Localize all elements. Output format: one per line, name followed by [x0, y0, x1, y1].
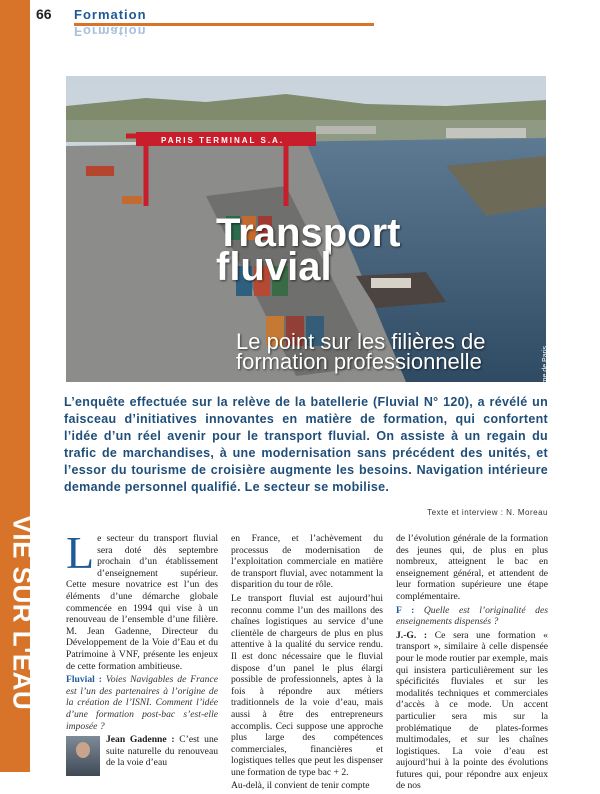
hero-title: [216, 211, 401, 289]
article-column-2: [231, 533, 383, 794]
hero-subtitle-line1: Le point sur les filières de: [236, 329, 486, 354]
hero-subtitle-line2: formation professionnelle: [236, 349, 482, 374]
crane-sign: PARIS TERMINAL S.A.: [161, 136, 285, 145]
col2-paragraph-1: en France, et l’achèvement du processus de modernisation de l’exploitation commerciale en matière de transport fluvial, avec notamment la disparition du tour de rôle.: [231, 533, 383, 591]
section-title-reflection: Formation: [74, 24, 147, 39]
question-text: Quelle est l’originalité des enseignements dispensés ?: [396, 604, 548, 628]
answer-1: [66, 734, 218, 769]
answer-text: Ce sera une formation « transport », similaire à celle dispensée pour le mode routier par exemple, mais qui insistera particulièrement sur les spécificités fluviales et sur les modalités techniques et commerciales d’accès à ce mode. Un accent particulier sera mis sur la problématique de plates-formes multimodales, et sur les chaînes logistiques. La voie d’eau est aujourd’hui à la pointe des évolutions futures qui, pour répondre aux enjeux de nos: [396, 629, 548, 792]
question-text: Voies Navigables de France est l’un des partenaires à l’origine de la création de l’ISNI. Comment l’idée d’une formation post-bac s’est-elle imposée ?: [66, 674, 218, 732]
page-number: 66: [36, 6, 52, 22]
col1-paragraph: e secteur du transport fluvial sera doté dès septembre prochain d’un établissement d’enseignement supérieur. Cette mesure novatrice est l’un des éléments d’une démarche globale commencée en 1994 qui vise à un renouveau de l’ensemble d’une filière. M. Jean Gadenne, Directeur du Développement de la Voie d’Eau et du Patrimoine à VNF, présente les enjeux de cette formation ambitieuse.: [66, 533, 218, 672]
intro-paragraph: L’enquête effectuée sur la relève de la batellerie (Fluvial N° 120), a révélé un faisceau d’initiatives innovantes en matière de formation, qui confortent l’idée d’un réel avenir pour le transport fluvial. On assiste à un regain du trafic de marchandises, à une modernisation sans précédent des unités, et l’essor du tourisme de croisière augmente les besoins. Navigation intérieure demande personnel qualifié. Le secteur se mobilise.: [64, 395, 548, 494]
hero-subtitle: [236, 329, 486, 374]
drop-cap: L: [66, 527, 95, 578]
sidebar-label: VIE SUR L'EAU: [7, 515, 38, 711]
answer-name: Jean Gadenne :: [106, 734, 175, 746]
col3-paragraph-1: de l’évolution générale de la formation des jeunes qui, de plus en plus nombreux, atteignent le bac en enseignement général, et attendent de leur formation supérieure une étape complémentaire.: [396, 533, 548, 602]
question-2: [396, 605, 548, 628]
answer-text: C’est une suite naturelle du renouveau de la voie d’eau: [106, 734, 218, 769]
answer-2: [396, 630, 548, 792]
hero-photo: [66, 76, 549, 420]
sidebar-label-wrap: [2, 515, 38, 760]
question-label: Fluvial :: [66, 674, 102, 686]
question-1: [66, 674, 218, 732]
col2-paragraph-3: Au-delà, il convient de tenir compte: [231, 780, 370, 792]
question-label: F :: [396, 604, 415, 616]
section-title: Formation: [74, 7, 147, 22]
page-header: [30, 0, 600, 42]
photo-credit: Port Autonome de Paris: [542, 346, 549, 420]
hero-title-line2: fluvial: [216, 245, 332, 289]
byline: Texte et interview : N. Moreau: [427, 508, 548, 517]
answer-name: J.-G. :: [396, 629, 428, 641]
article-column-1: [66, 527, 218, 776]
sidebar-band: [0, 0, 38, 772]
hero-title-line1: Transport: [216, 211, 401, 255]
col2-paragraph-2: Le transport fluvial est aujourd’hui reconnu comme l’un des maillons des chaînes logistiques au service d’une clientèle de chargeurs de plus en plus attentive à la qualité du service rendu. Il est donc nécessaire que le fluvial dispose d’un panel le plus élargi possible de professionnels, aptes à la fois à répondre aux métiers traditionnels de la voie d’eau, mais aussi à être des entrepreneurs accomplis. Ceci suppose une approche plus large des compétences commerciales, financières et logistiques telles que peut les dispenser une formation de type bac + 2.: [231, 592, 383, 778]
portrait-photo: [66, 736, 100, 776]
article-column-3: [396, 533, 548, 794]
